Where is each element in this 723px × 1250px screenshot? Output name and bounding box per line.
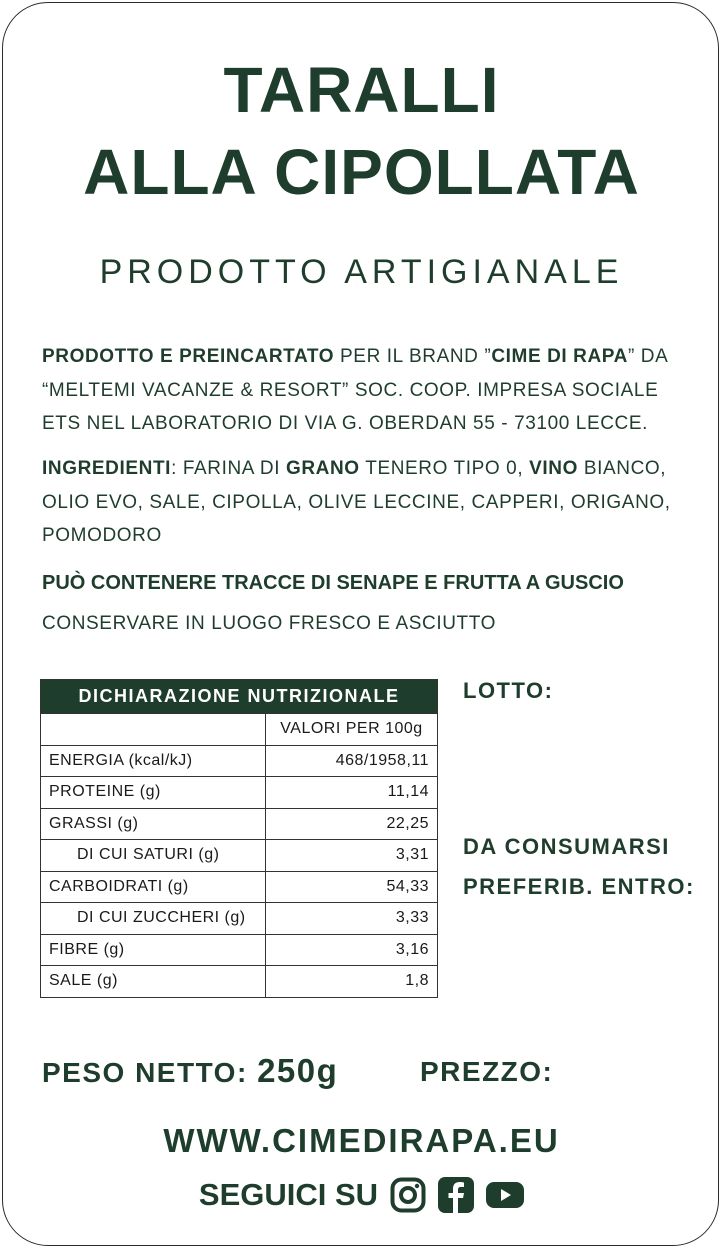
- price-label: PREZZO:: [420, 1056, 554, 1087]
- table-row: [41, 745, 438, 777]
- table-row: [41, 840, 438, 872]
- net-weight: [42, 1052, 338, 1090]
- table-row: [41, 714, 438, 746]
- producer-brand: CIME DI RAPA: [491, 346, 628, 367]
- expiry-label-line1: DA CONSUMARSI: [463, 834, 670, 859]
- facebook-icon[interactable]: [438, 1177, 474, 1213]
- nutrient-label: GRASSI (g): [41, 808, 266, 840]
- net-weight-value: 250g: [257, 1052, 339, 1089]
- nutrition-header: DICHIARAZIONE NUTRIZIONALE: [41, 680, 438, 714]
- nutrient-label: DI CUI ZUCCHERI (g): [41, 903, 266, 935]
- table-row: [41, 966, 438, 998]
- nutrition-table: [40, 679, 438, 998]
- nutrient-label: CARBOIDRATI (g): [41, 871, 266, 903]
- social-links: [0, 1173, 723, 1217]
- ingredients-text-2: TENERO TIPO 0,: [359, 458, 530, 479]
- allergen-grano: GRANO: [285, 458, 360, 479]
- nutrient-value: 3,16: [266, 934, 438, 966]
- storage-instructions: CONSERVARE IN LUOGO FRESCO E ASCIUTTO: [42, 613, 497, 634]
- expiry-label-line2: PREFERIB. ENTRO:: [463, 874, 695, 899]
- product-subtitle: PRODOTTO ARTIGIANALE: [99, 253, 624, 291]
- lot-label: LOTTO:: [463, 678, 554, 703]
- empty-cell: [41, 714, 266, 746]
- nutrient-value: 22,25: [266, 808, 438, 840]
- ingredients-label: INGREDIENTI: [42, 458, 172, 479]
- allergen-warning: PUÒ CONTENERE TRACCE DI SENAPE E FRUTTA A GUSCIO: [42, 572, 624, 594]
- table-row: [41, 903, 438, 935]
- nutrient-value: 11,14: [266, 777, 438, 809]
- table-row: [41, 808, 438, 840]
- social-label: SEGUICI SU: [198, 1177, 379, 1212]
- table-row: [41, 871, 438, 903]
- product-title-line2: ALLA CIPOLLATA: [83, 136, 640, 208]
- nutrient-value: 1,8: [266, 966, 438, 998]
- ingredients-text-1: : FARINA DI: [171, 458, 286, 479]
- nutrient-label: PROTEINE (g): [41, 777, 266, 809]
- instagram-icon[interactable]: [390, 1177, 426, 1213]
- nutrient-label: SALE (g): [41, 966, 266, 998]
- net-weight-label: PESO NETTO:: [42, 1057, 248, 1088]
- producer-info: [42, 340, 702, 441]
- website-link[interactable]: WWW.CIMEDIRAPA.EU: [163, 1122, 560, 1159]
- product-title-line1: TARALLI: [223, 54, 500, 126]
- nutrient-label: DI CUI SATURI (g): [41, 840, 266, 872]
- table-row: [41, 777, 438, 809]
- nutrient-value: 468/1958,11: [266, 745, 438, 777]
- nutrient-label: ENERGIA (kcal/kJ): [41, 745, 266, 777]
- nutrient-label: FIBRE (g): [41, 934, 266, 966]
- nutrient-value: 3,31: [266, 840, 438, 872]
- producer-bold-1: PRODOTTO E PREINCARTATO: [42, 346, 335, 367]
- ingredients: [42, 452, 702, 553]
- column-header: VALORI PER 100g: [266, 714, 438, 746]
- ingredients-text-3: BIANCO, OLIO EVO, SALE, CIPOLLA, OLIVE LECCINE, CAPPERI, ORIGANO, POMODORO: [42, 458, 671, 546]
- nutrient-value: 54,33: [266, 871, 438, 903]
- youtube-icon[interactable]: [486, 1180, 524, 1210]
- nutrient-value: 3,33: [266, 903, 438, 935]
- producer-text-2: ” DA “MELTEMI VACANZE & RESORT” SOC. COOP. IMPRESA SOCIALE ETS NEL LABORATORIO DI VIA G. OBERDAN 55 - 73100 LECCE.: [42, 346, 668, 434]
- table-row: [41, 934, 438, 966]
- allergen-vino: VINO: [529, 458, 578, 479]
- producer-text-1: PER IL BRAND ”: [334, 346, 492, 367]
